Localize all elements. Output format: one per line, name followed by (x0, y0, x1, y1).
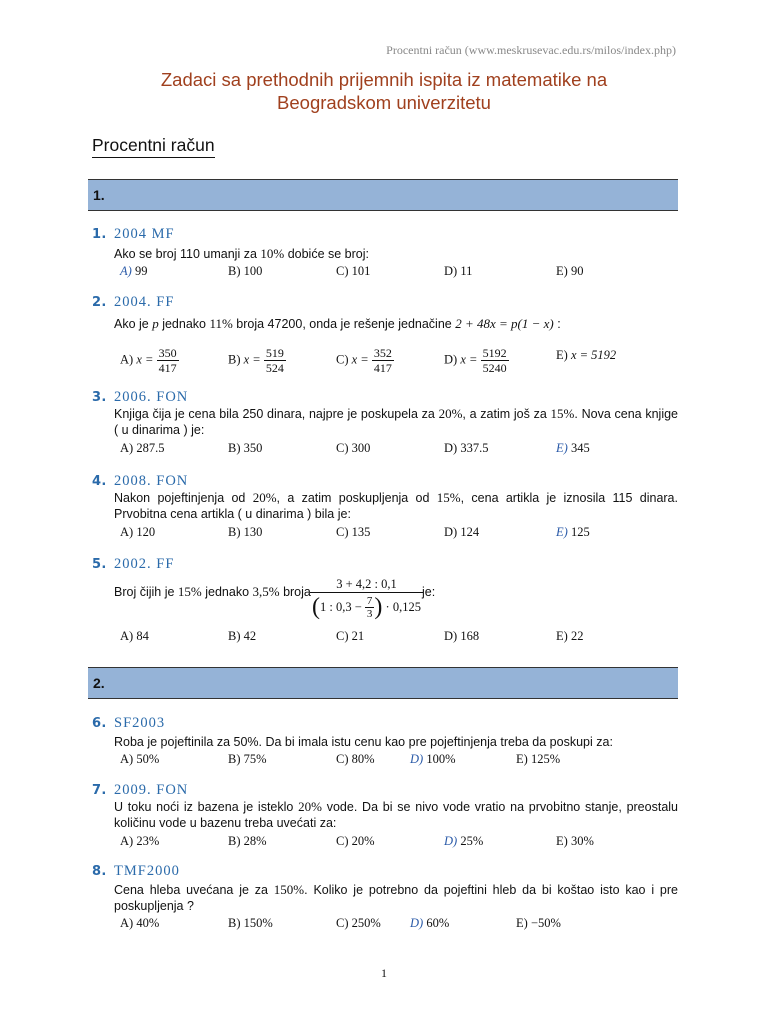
answer-letter: C) (336, 352, 349, 367)
answer-option[interactable] (444, 441, 488, 456)
answer-letter: C) (336, 916, 349, 930)
answer-letter: E) (556, 834, 568, 848)
answer-value: 90 (570, 264, 584, 278)
fraction-denominator (310, 592, 423, 620)
answer-row (120, 916, 680, 932)
answer-option[interactable] (336, 525, 370, 540)
question-source: 2009. FON (114, 782, 189, 798)
text-segment: vode. Da bi se nivo vode vratio na prvobitno stanje, preostalu količinu vode u bazenu treba uvećati za: (114, 800, 678, 830)
question-header (92, 782, 188, 799)
question-number: 3. (92, 390, 107, 405)
answer-fraction (481, 346, 509, 375)
question-text (114, 576, 678, 626)
answer-value: 100% (426, 752, 456, 766)
question-number: 7. (92, 783, 107, 798)
answer-value: 28% (243, 834, 267, 848)
answer-option[interactable] (120, 264, 147, 279)
answer-value: 11 (460, 264, 473, 278)
fraction-numerator: 350 (158, 346, 177, 360)
answer-letter: E) (556, 629, 568, 643)
math-segment: 11% (209, 316, 233, 331)
answer-letter: E) (556, 264, 568, 278)
answer-letter: D) (444, 525, 458, 539)
section-heading: Procentni račun (92, 135, 215, 158)
answer-row (120, 834, 680, 850)
section-bar-2 (88, 667, 678, 699)
answer-option[interactable] (444, 629, 479, 644)
answer-letter: A) (120, 525, 134, 539)
answer-letter: D) (410, 916, 424, 930)
answer-letter: D) (444, 834, 458, 848)
title-line-1: Zadaci sa prethodnih prijemnih ispita iz matematike na (160, 69, 608, 90)
question-number: 1. (92, 227, 107, 242)
answer-option[interactable] (556, 441, 590, 456)
text-segment: broja 47200, onda je rešenje jednačine (232, 317, 456, 331)
text-segment: Nakon pojeftinjenja od (114, 491, 253, 505)
answer-lhs: x = (351, 352, 369, 367)
document-title (0, 68, 768, 114)
question-source: 2004. FF (114, 294, 175, 310)
fraction-denominator: 417 (373, 361, 392, 375)
answer-row (120, 441, 680, 457)
answer-value: 350 (243, 441, 263, 455)
answer-letter: D) (444, 441, 458, 455)
question-text (114, 882, 678, 914)
text-segment: je: (422, 585, 436, 599)
answer-letter: B) (228, 752, 241, 766)
answer-value: 25% (460, 834, 484, 848)
answer-option[interactable] (228, 264, 262, 279)
answer-letter: C) (336, 525, 349, 539)
question-number: 8. (92, 864, 107, 879)
answer-option[interactable] (556, 348, 616, 363)
answer-letter: E) (556, 525, 568, 539)
answer-value: 21 (351, 629, 365, 643)
answer-option[interactable] (120, 834, 159, 849)
text-segment: dobiće se broj: (284, 247, 369, 261)
answer-value: 50% (136, 752, 160, 766)
answer-row (120, 525, 680, 541)
answer-value: 75% (243, 752, 267, 766)
question-source: 2002. FF (114, 556, 175, 572)
answer-value: 30% (570, 834, 594, 848)
answer-option[interactable] (228, 752, 267, 767)
answer-option[interactable] (336, 916, 381, 931)
question-text (114, 406, 678, 438)
answer-option[interactable] (120, 525, 155, 540)
question-header (92, 556, 174, 573)
answer-option[interactable] (336, 752, 375, 767)
answer-letter: D) (444, 352, 458, 367)
answer-value: 101 (351, 264, 371, 278)
math-segment: 10% (260, 246, 285, 261)
answer-option[interactable] (556, 834, 594, 849)
answer-option[interactable] (228, 346, 286, 375)
answer-option[interactable] (556, 629, 583, 644)
answer-value: 337.5 (460, 441, 489, 455)
answer-letter: A) (120, 352, 134, 367)
denominator-part: 1 : 0,3 − (320, 600, 362, 614)
answer-letter: C) (336, 834, 349, 848)
answer-value: 345 (570, 441, 590, 455)
answer-option[interactable] (120, 346, 179, 375)
answer-option[interactable] (228, 916, 273, 931)
question-text (114, 734, 678, 750)
answer-letter: D) (444, 629, 458, 643)
question-number: 6. (92, 716, 107, 731)
question-header (92, 473, 188, 490)
answer-option[interactable] (516, 752, 560, 767)
fraction-numerator: 519 (265, 346, 284, 360)
text-segment: Ako je (114, 317, 153, 331)
answer-row (120, 752, 680, 768)
answer-value: 20% (351, 834, 375, 848)
question-source: 2004 MF (114, 226, 175, 242)
answer-letter: A) (120, 752, 134, 766)
text-segment: U toku noći iz bazena je isteklo (114, 800, 299, 814)
text-segment: , a zatim poskupljenja od (276, 491, 437, 505)
header-source-line: Procentni račun (www.meskrusevac.edu.rs/milos/index.php) (386, 43, 676, 57)
math-segment: 20% (438, 406, 463, 421)
denominator-part: · 0,125 (385, 600, 421, 614)
answer-value: 84 (136, 629, 149, 643)
answer-value: 135 (351, 525, 371, 539)
math-segment: 15% (550, 406, 575, 421)
answer-row (120, 629, 680, 645)
math-segment: p (152, 316, 159, 331)
answer-value: 80% (351, 752, 375, 766)
fraction-denominator: 524 (265, 361, 284, 375)
question-number: 5. (92, 557, 107, 572)
answer-letter: C) (336, 441, 349, 455)
inner-fraction (365, 595, 375, 620)
answer-option[interactable] (120, 629, 149, 644)
text-segment: . Koliko je potrebno da pojeftini hleb da bi koštao isto kao i pre poskupljenja ? (114, 883, 678, 913)
fraction-numerator: 5192 (482, 346, 507, 360)
text-segment: Knjiga čija je cena bila 250 dinara, najpre je poskupela za (114, 407, 439, 421)
math-segment: 15% (436, 490, 461, 505)
answer-option[interactable] (556, 264, 583, 279)
section-bar-1 (88, 179, 678, 211)
answer-option[interactable] (120, 441, 164, 456)
title-line-2: Beogradskom univerzitetu (277, 92, 491, 113)
answer-value: 287.5 (136, 441, 165, 455)
math-segment: 150% (273, 882, 305, 897)
question-source: TMF2000 (114, 863, 180, 879)
answer-letter: A) (120, 834, 134, 848)
answer-value: 124 (460, 525, 480, 539)
answer-option[interactable] (336, 264, 370, 279)
math-segment: 3,5% (252, 584, 280, 599)
answer-option[interactable] (556, 525, 590, 540)
answer-value: 42 (243, 629, 257, 643)
answer-lhs: x = (136, 352, 154, 367)
answer-letter: E) (516, 752, 528, 766)
answer-value: 250% (351, 916, 381, 930)
answer-letter: B) (228, 352, 241, 367)
answer-letter: A) (120, 629, 134, 643)
answer-row (120, 264, 680, 280)
answer-option[interactable] (410, 916, 449, 931)
question-source: 2006. FON (114, 389, 189, 405)
fraction-denominator: 417 (158, 361, 177, 375)
question-header (92, 863, 180, 880)
answer-lhs: x = (460, 352, 478, 367)
question-text (114, 316, 678, 332)
question-number: 2. (92, 295, 107, 310)
section-bar-label: 1. (93, 187, 105, 203)
question-text (114, 490, 678, 522)
question-text-line (114, 584, 311, 600)
complex-fraction (310, 576, 423, 620)
text-segment: Roba je pojeftinila za 50%. Da bi imala istu cenu kao pre pojeftinjenja treba da poskupi za: (114, 735, 613, 749)
text-segment: jednako (158, 317, 210, 331)
answer-letter: E) (556, 348, 568, 362)
answer-fraction (372, 346, 394, 375)
math-segment: 20% (252, 490, 277, 505)
text-segment: Broj čijih je (114, 585, 178, 599)
answer-option[interactable] (516, 916, 561, 931)
answer-value: 60% (426, 916, 450, 930)
answer-option[interactable] (336, 629, 364, 644)
answer-option[interactable] (336, 441, 370, 456)
answer-letter: B) (228, 525, 241, 539)
question-source: 2008. FON (114, 473, 189, 489)
question-source: SF2003 (114, 715, 166, 731)
math-segment: 20% (298, 799, 322, 814)
answer-option[interactable] (444, 346, 509, 375)
answer-letter: E) (556, 441, 568, 455)
answer-value: 125% (530, 752, 561, 766)
text-segment: , a zatim još za (462, 407, 551, 421)
answer-option[interactable] (228, 441, 262, 456)
fraction-denominator: 3 (366, 607, 373, 620)
answer-option[interactable] (336, 834, 375, 849)
text-segment: : (553, 317, 561, 331)
answer-value: 150% (243, 916, 273, 930)
left-paren: ( (312, 594, 320, 620)
question-header (92, 294, 174, 311)
answer-option[interactable] (120, 752, 159, 767)
answer-value: 23% (136, 834, 160, 848)
answer-lhs: x = (243, 352, 261, 367)
answer-option[interactable] (410, 752, 456, 767)
answer-option[interactable] (444, 264, 472, 279)
answer-option[interactable] (120, 916, 159, 931)
answer-value: 130 (243, 525, 263, 539)
right-paren: ) (374, 594, 383, 620)
answer-letter: E) (516, 916, 528, 930)
question-header (92, 389, 188, 406)
answer-letter: B) (228, 629, 241, 643)
answer-option[interactable] (228, 629, 256, 644)
answer-row (120, 340, 680, 374)
answer-letter: A) (120, 441, 134, 455)
answer-value: 100 (243, 264, 263, 278)
fraction-numerator: 352 (373, 346, 392, 360)
answer-letter: D) (444, 264, 458, 278)
fraction-numerator: 7 (366, 594, 373, 607)
question-text (114, 799, 678, 831)
text-segment: Cena hleba uvećana je za (114, 883, 274, 897)
section-bar-label: 2. (93, 675, 105, 691)
answer-value: 99 (134, 264, 148, 278)
answer-option[interactable] (444, 525, 479, 540)
answer-letter: B) (228, 441, 241, 455)
answer-letter: D) (410, 752, 424, 766)
answer-option[interactable] (444, 834, 483, 849)
answer-fraction (157, 346, 179, 375)
answer-value: 168 (460, 629, 480, 643)
answer-letter: A) (120, 264, 132, 278)
answer-value: 125 (570, 525, 590, 539)
text-segment: . Nova cena knjige ( u dinarima ) je: (114, 407, 678, 437)
math-segment: 15% (177, 584, 202, 599)
text-segment: jednako (201, 585, 253, 599)
answer-value: 22 (570, 629, 584, 643)
question-number: 4. (92, 474, 107, 489)
answer-fraction (264, 346, 286, 375)
question-header (92, 226, 175, 243)
answer-value: −50% (530, 916, 561, 930)
fraction-denominator: 5240 (482, 361, 507, 375)
equation: 2 + 48x = p(1 − x) (455, 316, 554, 331)
answer-value: 40% (136, 916, 160, 930)
text-segment: , cena artikla je iznosila 115 dinara. Prvobitna cena artikla ( u dinarima ) bila je: (114, 491, 678, 521)
text-segment: broja (279, 585, 311, 599)
question-header (92, 715, 165, 732)
answer-letter: B) (228, 916, 241, 930)
page-number: 1 (381, 966, 387, 980)
answer-option[interactable] (336, 346, 394, 375)
answer-value: 300 (351, 441, 371, 455)
answer-letter: C) (336, 752, 349, 766)
answer-letter: C) (336, 264, 349, 278)
answer-option[interactable] (228, 525, 262, 540)
text-segment: Ako se broj 110 umanji za (114, 247, 261, 261)
answer-value: 120 (136, 525, 156, 539)
fraction-numerator: 3 + 4,2 : 0,1 (336, 577, 397, 591)
answer-value: x = 5192 (570, 348, 617, 362)
answer-letter: C) (336, 629, 349, 643)
answer-letter: B) (228, 834, 241, 848)
answer-letter: B) (228, 264, 241, 278)
answer-letter: A) (120, 916, 134, 930)
question-text (114, 246, 678, 262)
answer-option[interactable] (228, 834, 267, 849)
